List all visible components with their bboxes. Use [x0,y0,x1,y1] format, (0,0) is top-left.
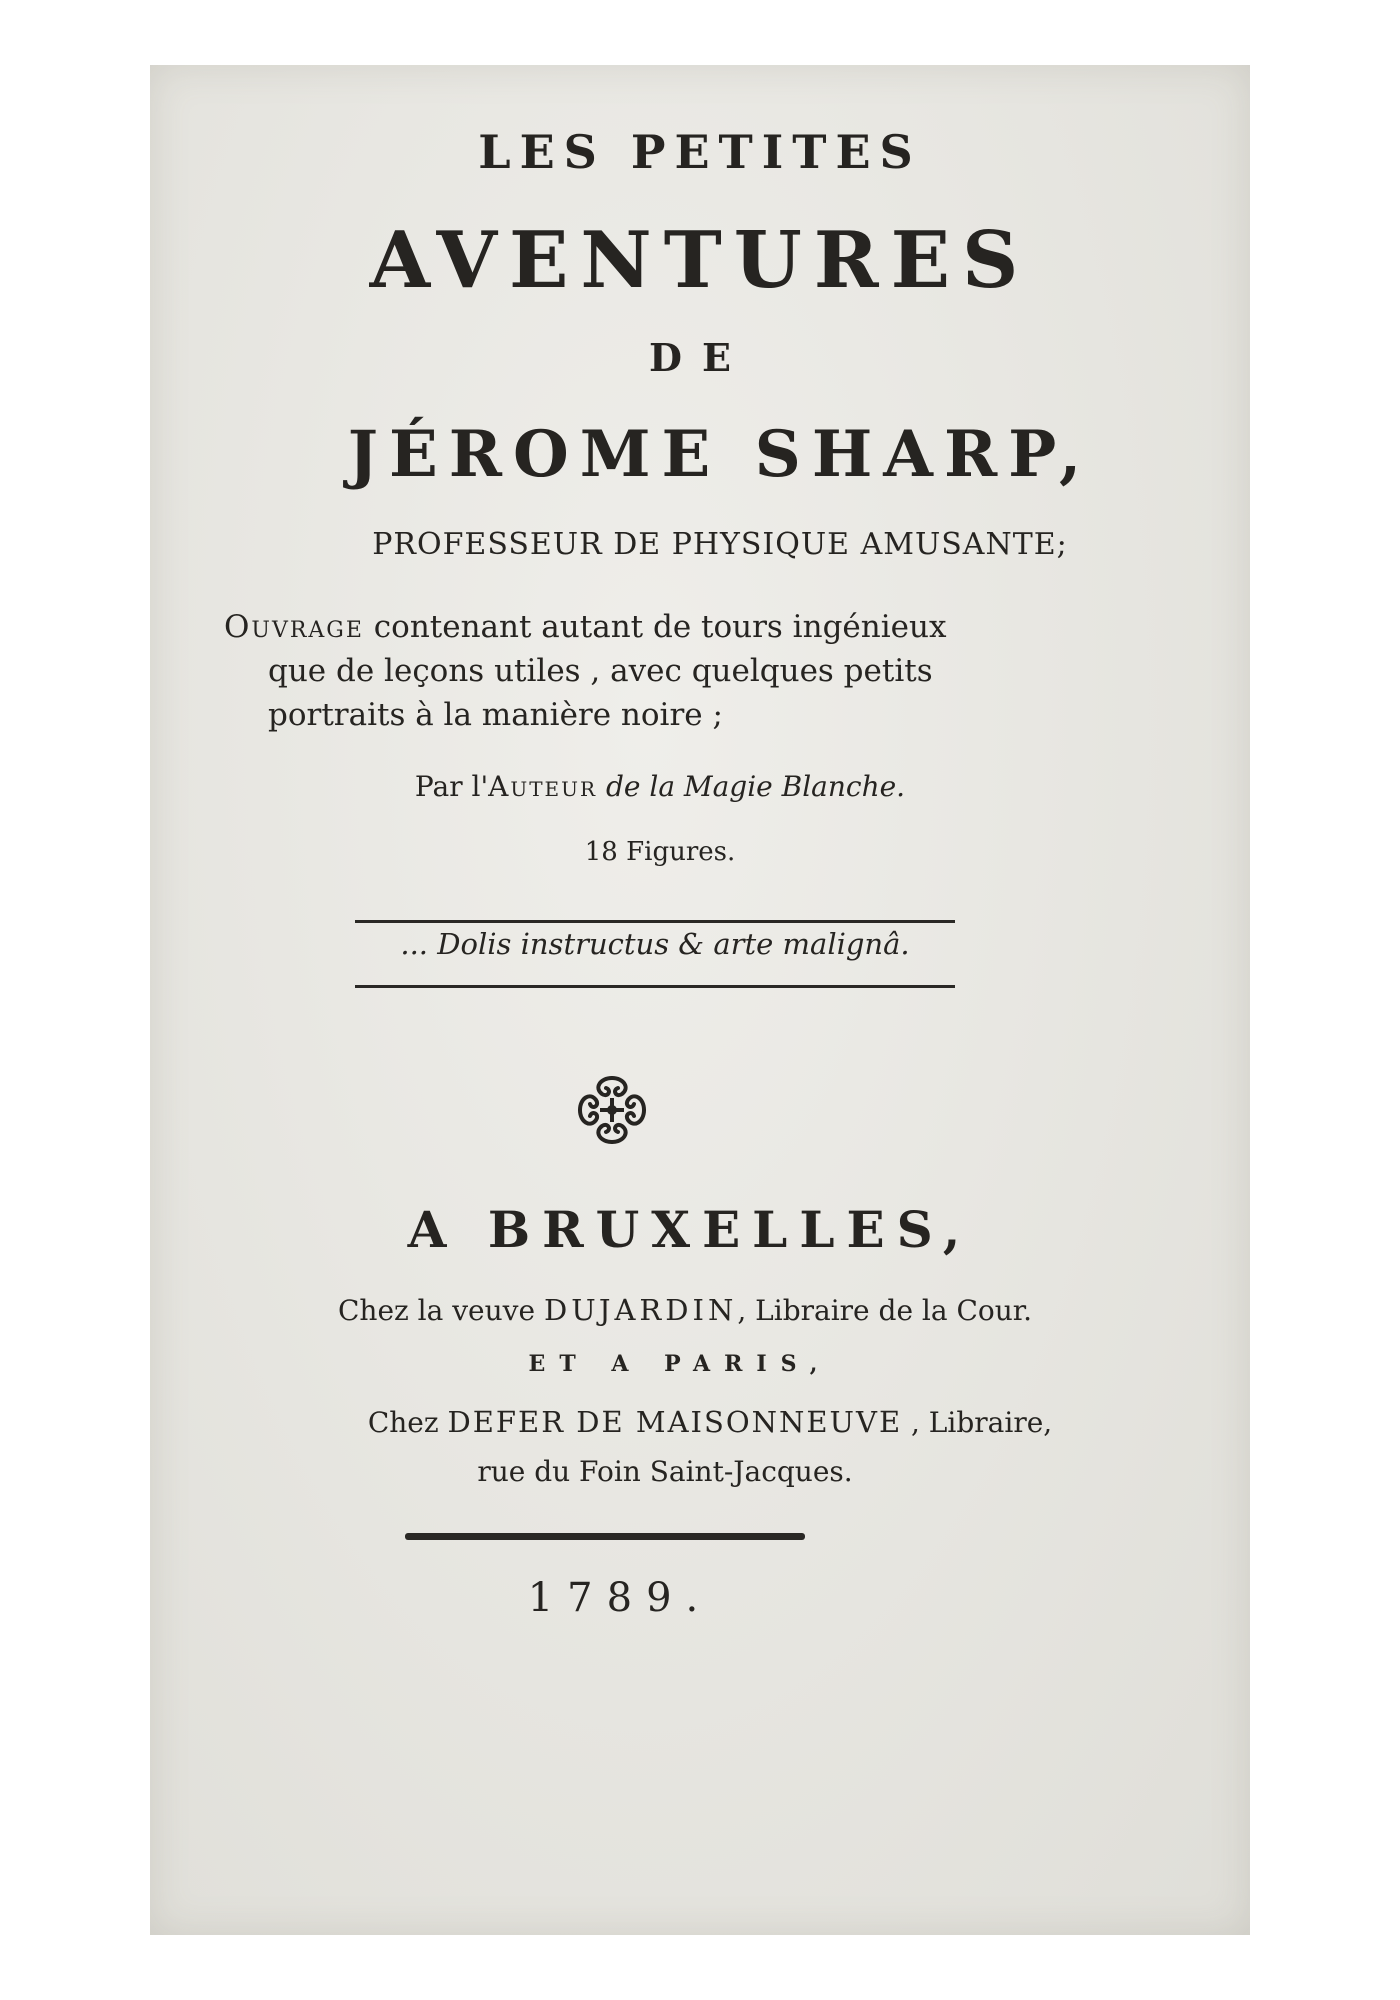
motto-rule-top [355,920,955,923]
printer-2 [160,1405,1260,1439]
printer-1-prefix: Chez la veuve [338,1294,544,1327]
description-lead: Ouvrage [224,609,364,645]
bottom-rule [405,1533,805,1540]
printer-2-name: DEFER DE MAISONNEUVE [447,1405,903,1439]
printer-2-address: rue du Foin Saint-Jacques. [477,1455,853,1488]
title-line-1: LES PETITES [478,125,922,179]
author-prefix: Par l' [414,770,489,803]
title-line-2: AVENTURES [369,215,1031,306]
place-of-publication: A BRUXELLES, [407,1200,973,1259]
printer-2-suffix: , Libraire, [902,1406,1053,1439]
description-line-1 [224,609,946,645]
printer-1-name: DUJARDIN [543,1293,738,1327]
description-line-1-rest: contenant autant de tours ingénieux [363,609,947,645]
printer-2-prefix: Chez [367,1406,448,1439]
title-line-4: JÉROME SHARP, [347,417,1093,492]
and-paris: ET A PARIS, [528,1351,832,1377]
author-caps: Auteur [488,770,598,803]
motto-rule-bottom [355,985,955,988]
author-line [110,770,1210,803]
title-line-3: DE [649,335,751,380]
title-page [150,65,1250,1935]
publication-year: 1789. [527,1575,713,1621]
figures-count: 18 Figures. [584,837,736,867]
description [224,605,1084,737]
author-italic: de la Magie Blanche. [597,770,906,803]
fleuron-ornament-icon [572,1070,652,1150]
printer-1 [135,1293,1235,1327]
description-line-3: portraits à la manière noire ; [268,697,723,733]
subtitle: PROFESSEUR DE PHYSIQUE AMUSANTE; [372,527,1068,562]
description-line-2: que de leçons utiles , avec quelques petits [268,653,933,689]
motto: ... Dolis instructus & arte malignâ. [400,927,910,961]
printer-1-suffix: , Libraire de la Cour. [737,1294,1032,1327]
